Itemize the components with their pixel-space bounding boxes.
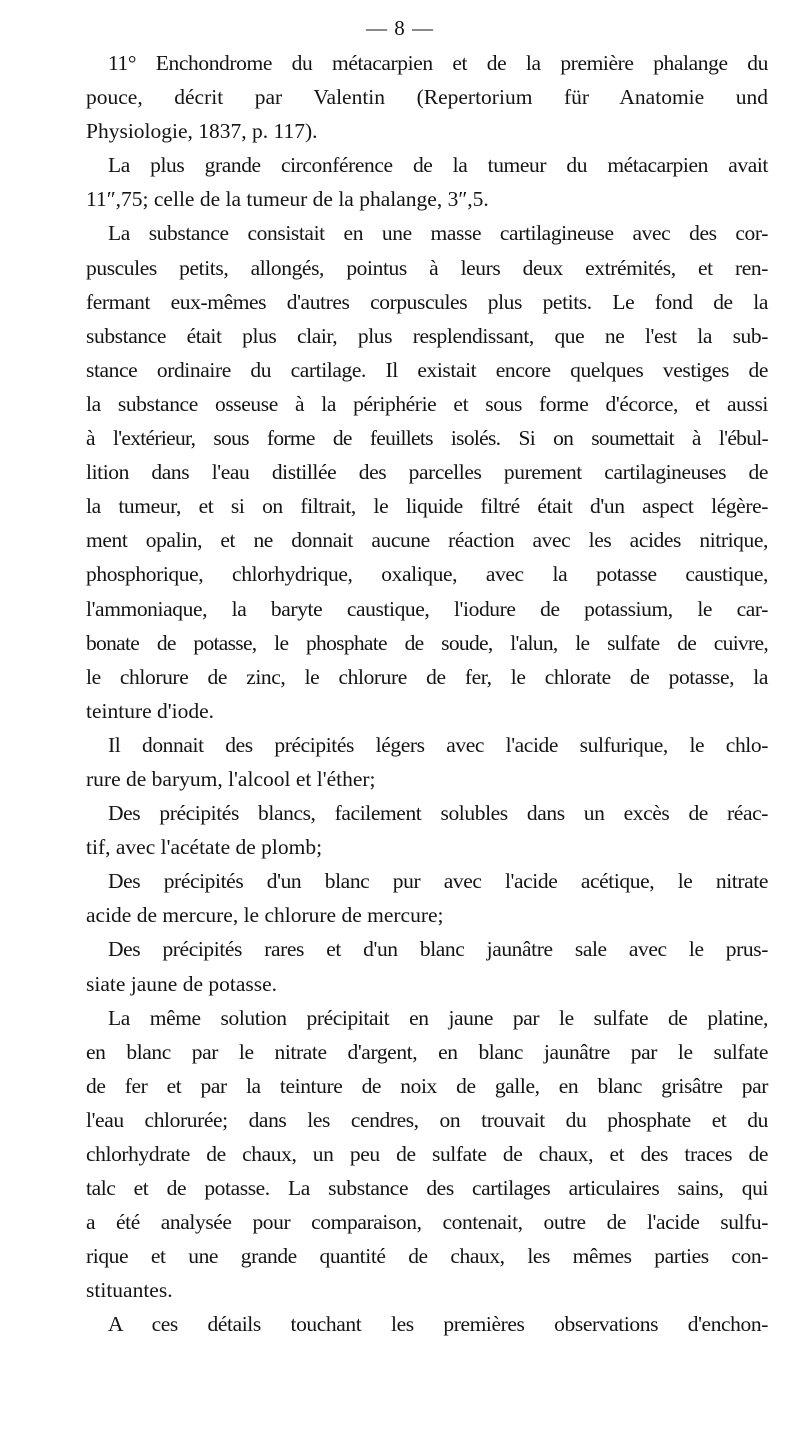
text-line: lition dans l'eau distillée des parcelles purement cartilagineuses de bbox=[86, 460, 768, 485]
text-line: à l'extérieur, sous forme de feuillets isolés. Si on soumettait à l'ébul- bbox=[86, 426, 768, 451]
text-line: tif, avec l'acétate de plomb; bbox=[86, 835, 323, 860]
text-line: le chlorure de zinc, le chlorure de fer, le chlorate de potasse, la bbox=[86, 664, 768, 689]
page-number: — 8 — bbox=[366, 16, 434, 40]
text-line: chlorhydrate de chaux, un peu de sulfate de chaux, et des traces de bbox=[86, 1142, 768, 1166]
text-line: substance était plus clair, plus resplendissant, que ne l'est la sub- bbox=[86, 323, 768, 348]
text-line: Physiologie, 1837, p. 117). bbox=[86, 119, 318, 144]
text-line: stance ordinaire du cartilage. Il existait encore quelques vestiges de bbox=[86, 357, 768, 382]
text-line: stituantes. bbox=[86, 1278, 173, 1303]
text-line: bonate de potasse, le phosphate de soude, l'alun, le sulfate de cuivre, bbox=[86, 630, 768, 655]
text-line: la tumeur, et si on filtrait, le liquide filtré était d'un aspect légère- bbox=[86, 494, 768, 519]
text-line: talc et de potasse. La substance des cartilages articulaires sains, qui bbox=[86, 1176, 768, 1201]
text-line: fermant eux-mêmes d'autres corpuscules plus petits. Le fond de la bbox=[86, 289, 768, 314]
text-line: phosphorique, chlorhydrique, oxalique, avec la potasse caustique, bbox=[86, 562, 768, 587]
text-line: A ces détails touchant les premières observations d'enchon- bbox=[108, 1312, 768, 1337]
text-line: teinture d'iode. bbox=[86, 698, 215, 723]
text-line: ment opalin, et ne donnait aucune réaction avec les acides nitrique, bbox=[86, 528, 768, 553]
text-line: en blanc par le nitrate d'argent, en blanc jaunâtre par le sulfate bbox=[86, 1039, 768, 1064]
text-line: 11° Enchondrome du métacarpien et de la première phalange du bbox=[108, 51, 768, 75]
text-line: La plus grande circonférence de la tumeur du métacarpien avait bbox=[108, 153, 768, 178]
text-line: Il donnait des précipités légers avec l'acide sulfurique, le chlo- bbox=[108, 732, 768, 757]
text-line: l'ammoniaque, la baryte caustique, l'iodure de potassium, le car- bbox=[86, 596, 768, 621]
text-line: rique et une grande quantité de chaux, les mêmes parties con- bbox=[86, 1244, 768, 1269]
text-line: La substance consistait en une masse cartilagineuse avec des cor- bbox=[108, 221, 768, 246]
body-text bbox=[86, 46, 768, 1342]
text-line: la substance osseuse à la périphérie et sous forme d'écorce, et aussi bbox=[86, 391, 768, 416]
text-line: 11″,75; celle de la tumeur de la phalange, 3″,5. bbox=[86, 187, 489, 212]
text-line: pouce, décrit par Valentin (Repertorium für Anatomie und bbox=[86, 85, 768, 110]
text-line: puscules petits, allongés, pointus à leurs deux extrémités, et ren- bbox=[86, 255, 768, 280]
text-line: a été analysée pour comparaison, contenait, outre de l'acide sulfu- bbox=[86, 1210, 768, 1235]
text-line: siate jaune de potasse. bbox=[86, 971, 278, 996]
text-line: rure de baryum, l'alcool et l'éther; bbox=[86, 766, 376, 791]
text-line: l'eau chlorurée; dans les cendres, on trouvait du phosphate et du bbox=[86, 1107, 768, 1132]
text-line: La même solution précipitait en jaune par le sulfate de platine, bbox=[108, 1005, 768, 1030]
text-line: Des précipités d'un blanc pur avec l'acide acétique, le nitrate bbox=[108, 869, 768, 894]
text-line: acide de mercure, le chlorure de mercure; bbox=[86, 903, 444, 928]
text-line: Des précipités blancs, facilement solubles dans un excès de réac- bbox=[108, 801, 768, 826]
text-line: Des précipités rares et d'un blanc jaunâtre sale avec le prus- bbox=[108, 937, 768, 962]
text-line: de fer et par la teinture de noix de galle, en blanc grisâtre par bbox=[86, 1073, 768, 1098]
